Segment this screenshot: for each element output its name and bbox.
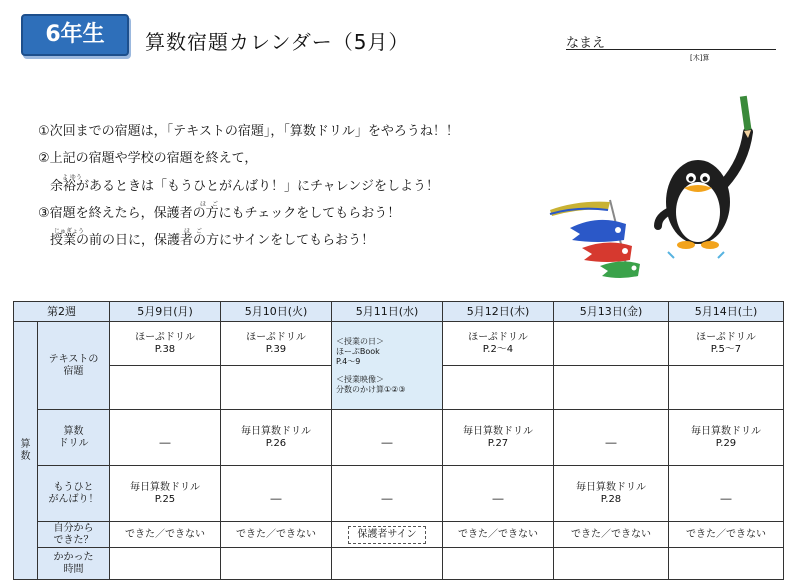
row-head-time-line2: 時間 — [63, 563, 84, 575]
row-head-self-line2: できた？ — [53, 534, 94, 546]
text-cell-mon[interactable]: ほーぷドリル P.38 — [110, 322, 221, 366]
row-head-extra-line2: がんばり！ — [48, 493, 99, 505]
name-line[interactable] — [566, 49, 776, 50]
instruction-3: 余裕があるときは「もうひとがんばり！」にチャレンジをしよう！ — [50, 179, 439, 194]
time-cell-mon[interactable] — [110, 548, 221, 580]
extra-cell-thu[interactable]: ― — [443, 466, 554, 522]
self-check-tue[interactable]: できた／できない — [221, 522, 332, 548]
drill-cell-mon[interactable]: ― — [110, 410, 221, 466]
subject-char-1: 算 — [20, 438, 31, 450]
drill-cell-tue[interactable]: 毎日算数ドリル P.26 — [221, 410, 332, 466]
text-cell-thu[interactable]: ほーぷドリル P.2～4 — [443, 322, 554, 366]
row-head-drill — [38, 410, 110, 466]
name-label: なまえ — [566, 36, 606, 51]
ruby-hogo-1: ほ ご — [200, 201, 219, 208]
instruction-5: 授業の前の日に，保護者の方にサインをしてもらおう！ — [50, 233, 375, 248]
ruby-jugyou: じゅぎょう — [54, 228, 85, 235]
self-check-sat[interactable]: できた／できない — [669, 522, 784, 548]
penguin-icon — [658, 132, 748, 249]
row-head-time-line1: かかった — [53, 551, 94, 563]
text-cell-fri[interactable] — [554, 322, 669, 366]
row-head-text — [38, 322, 110, 410]
special-a-line2: P.4～9 — [336, 356, 361, 366]
grade-badge: 6年生 — [21, 14, 129, 56]
drill-cell-wed[interactable]: ― — [332, 410, 443, 466]
text-cell-tue-sub[interactable] — [221, 366, 332, 410]
ruby-yoyuu: よ ゆう — [62, 174, 82, 181]
subject-char-2: 数 — [20, 450, 31, 462]
ruby-hogo-2: ほ ご — [184, 228, 203, 235]
subject-label — [14, 322, 38, 580]
text-cell-wed[interactable] — [332, 322, 443, 410]
instruction-4: ③宿題を終えたら，保護者の方にもチェックをしてもらおう！ — [38, 206, 401, 221]
time-cell-fri[interactable] — [554, 548, 669, 580]
day-header-thu: 5月12日(木) — [443, 302, 554, 322]
penguin-koinobori-illustration — [548, 92, 780, 282]
text-cell-thu-sub[interactable] — [443, 366, 554, 410]
drill-cell-thu[interactable]: 毎日算数ドリル P.27 — [443, 410, 554, 466]
koinobori-icon — [550, 200, 640, 278]
self-check-fri[interactable]: できた／できない — [554, 522, 669, 548]
day-header-sat: 5月14日(土) — [669, 302, 784, 322]
text-cell-sat-sub[interactable] — [669, 366, 784, 410]
special-title-b: ＜授業映像＞ — [336, 374, 384, 384]
row-head-text-line2: 宿題 — [63, 365, 84, 377]
special-title-a: ＜授業の日＞ — [336, 336, 384, 346]
time-cell-sat[interactable] — [669, 548, 784, 580]
extra-cell-wed[interactable]: ― — [332, 466, 443, 522]
extra-cell-tue[interactable]: ― — [221, 466, 332, 522]
page-title: 算数宿題カレンダー（5月） — [145, 30, 410, 54]
row-head-self-line1: 自分から — [53, 522, 94, 534]
self-check-thu[interactable]: できた／できない — [443, 522, 554, 548]
week-header: 第2週 — [14, 302, 110, 322]
name-note: [木]算 — [690, 54, 710, 62]
homework-calendar-table — [13, 301, 784, 580]
time-cell-thu[interactable] — [443, 548, 554, 580]
day-header-mon: 5月9日(月) — [110, 302, 221, 322]
text-cell-tue[interactable]: ほーぷドリル P.39 — [221, 322, 332, 366]
extra-cell-mon[interactable]: 毎日算数ドリル P.25 — [110, 466, 221, 522]
row-head-self — [38, 522, 110, 548]
row-head-extra-line1: もうひと — [53, 481, 94, 493]
text-cell-sat[interactable]: ほーぷドリル P.5～7 — [669, 322, 784, 366]
day-header-wed: 5月11日(水) — [332, 302, 443, 322]
parent-sign-wed[interactable] — [332, 522, 443, 548]
time-cell-tue[interactable] — [221, 548, 332, 580]
extra-cell-sat[interactable]: ― — [669, 466, 784, 522]
pencil-icon — [740, 96, 752, 138]
text-cell-mon-sub[interactable] — [110, 366, 221, 410]
special-b-line1: 分数のかけ算①②③ — [336, 384, 406, 394]
drill-cell-fri[interactable]: ― — [554, 410, 669, 466]
day-header-tue: 5月10日(火) — [221, 302, 332, 322]
row-head-drill-line2: ドリル — [58, 437, 89, 449]
instruction-1: ①次回までの宿題は，「テキストの宿題」，「算数ドリル」をやろうね！！ — [38, 124, 459, 139]
row-head-extra — [38, 466, 110, 522]
row-head-drill-line1: 算数 — [63, 425, 84, 437]
text-cell-fri-sub[interactable] — [554, 366, 669, 410]
drill-cell-sat[interactable]: 毎日算数ドリル P.29 — [669, 410, 784, 466]
instruction-2: ②上記の宿題や学校の宿題を終えて， — [38, 151, 258, 166]
time-cell-wed[interactable] — [332, 548, 443, 580]
row-head-time — [38, 548, 110, 580]
extra-cell-fri[interactable]: 毎日算数ドリル P.28 — [554, 466, 669, 522]
self-check-mon[interactable]: できた／できない — [110, 522, 221, 548]
parent-sign-label: 保護者サイン — [348, 526, 425, 544]
row-head-text-line1: テキストの — [48, 353, 99, 365]
special-a-line1: ほーぷBook — [336, 346, 380, 356]
day-header-fri: 5月13日(金) — [554, 302, 669, 322]
